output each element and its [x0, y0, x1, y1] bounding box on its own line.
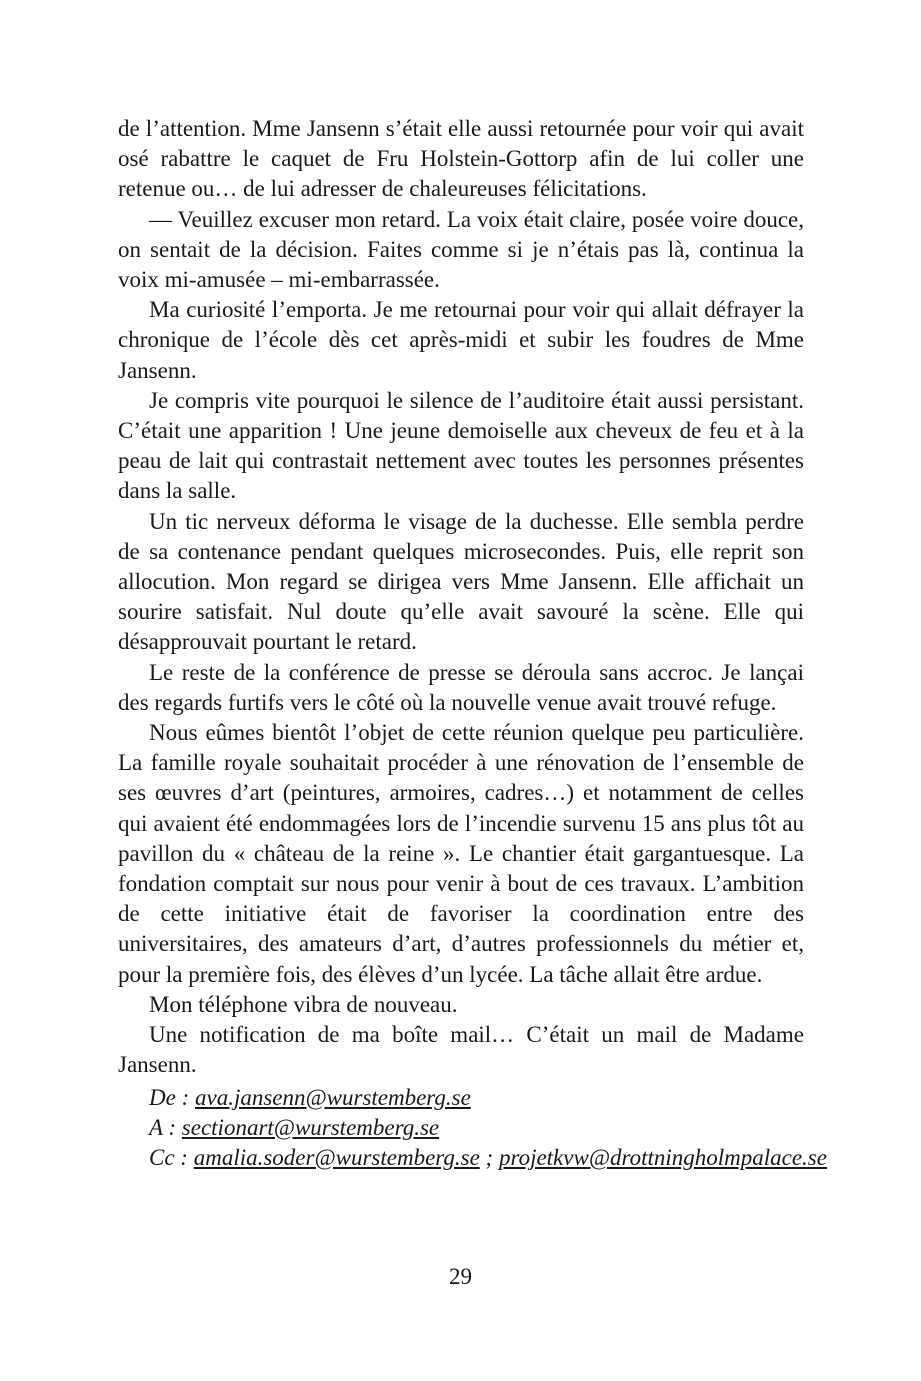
email-header-block [118, 1083, 827, 1174]
email-to-link[interactable]: sectionart@wurstemberg.se [181, 1114, 440, 1140]
email-cc-link-1[interactable]: amalia.soder@wurstemberg.se [193, 1144, 480, 1170]
paragraph: Un tic nerveux déforma le visage de la duchesse. Elle sembla perdre de sa contenance pendant quelques microsecondes. Puis, elle reprit son allocution. Mon regard se dirigea vers Mme Jansenn. Elle affichait un sourire satisfait. Nul doute qu’elle avait savouré la scène. Elle qui désapprouvait pourtant le retard. [118, 508, 804, 655]
paragraph: de l’attention. Mme Jansenn s’était elle aussi retournée pour voir qui avait osé rabattre le caquet de Fru Holstein-Gottorp afin de lui coller une retenue ou… de lui adresser de chaleureuses félicitations. [118, 116, 804, 202]
email-to-line [118, 1113, 804, 1143]
email-from-label: De : [149, 1084, 195, 1110]
email-cc-link-2[interactable]: projetkvw@drottningholmpalace.se [498, 1144, 827, 1170]
paragraph: Le reste de la conférence de presse se déroula sans accroc. Je lançai des regards furtifs vers le côté où la nouvelle venue avait trouvé refuge. [118, 659, 804, 715]
email-from-line [118, 1083, 804, 1113]
email-cc-line [118, 1143, 827, 1173]
page-number: 29 [449, 1264, 472, 1289]
paragraph: Nous eûmes bientôt l’objet de cette réunion quelque peu particulière. La famille royale souhaitait procéder à une rénovation de l’ensemble de ses œuvres d’art (peintures, armoires, cadres…) et notamment de celles qui avaient été endommagées lors de l’incendie survenu 15 ans plus tôt au pavillon du « château de la reine ». Le chantier était gargantuesque. La fondation comptait sur nous pour venir à bout de ces travaux. L’ambition de cette initiative était de favoriser la coordination entre des universitaires, des amateurs d’art, d’autres professionnels du métier et, pour la première fois, des élèves d’un lycée. La tâche allait être ardue. [118, 720, 804, 987]
paragraph: Mon téléphone vibra de nouveau. [149, 991, 458, 1017]
paragraph: Ma curiosité l’emporta. Je me retournai pour voir qui allait défrayer la chronique de l’école dès cet après-midi et subir les foudres de Mme Jansenn. [118, 297, 804, 383]
paragraph: — Veuillez excuser mon retard. La voix était claire, posée voire douce, on sentait de la décision. Faites comme si je n’étais pas là, continua la voix mi-amusée – mi-embarrassée. [118, 206, 804, 293]
email-from-link[interactable]: ava.jansenn@wurstemberg.se [194, 1084, 471, 1110]
paragraph: Je compris vite pourquoi le silence de l’auditoire était aussi persistant. C’était une apparition ! Une jeune demoiselle aux cheveux de feu et à la peau de lait qui contrastait nettement avec toutes les personnes présentes dans la salle. [118, 387, 804, 504]
paragraph: Une notification de ma boîte mail… C’était un mail de Madame Jansenn. [118, 1022, 804, 1078]
email-to-label: A : [149, 1114, 182, 1140]
email-cc-separator: ; [479, 1144, 499, 1170]
book-page-text [118, 114, 827, 1173]
email-cc-label: Cc : [149, 1144, 194, 1170]
